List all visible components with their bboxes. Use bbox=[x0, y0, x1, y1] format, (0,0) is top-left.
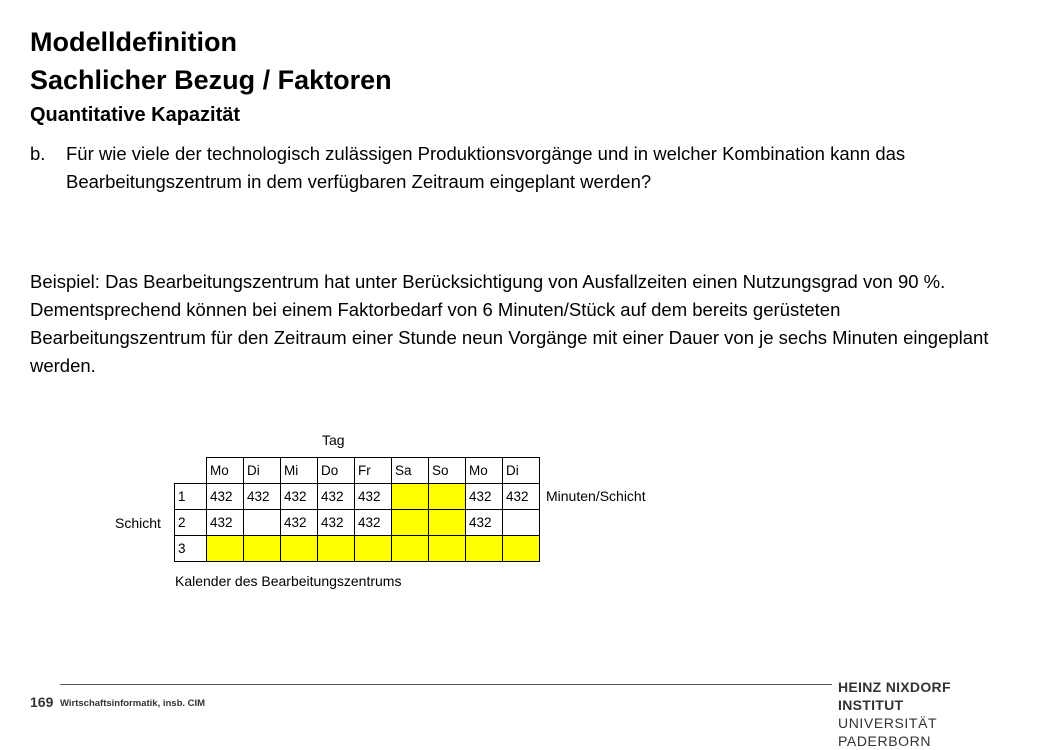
capacity-cell bbox=[503, 510, 540, 536]
capacity-cell: 432 bbox=[207, 510, 244, 536]
capacity-cell: 432 bbox=[318, 484, 355, 510]
capacity-cell bbox=[244, 510, 281, 536]
unavailable-cell bbox=[429, 510, 466, 536]
unavailable-cell bbox=[466, 536, 503, 562]
page-number: 169 bbox=[30, 694, 54, 710]
unavailable-cell bbox=[318, 536, 355, 562]
slide-subtitle: Sachlicher Bezug / Faktoren bbox=[30, 65, 392, 95]
list-item-b bbox=[30, 140, 990, 196]
shift-number: 1 bbox=[175, 484, 207, 510]
section-heading: Quantitative Kapazität bbox=[30, 104, 241, 126]
shift-number: 2 bbox=[175, 510, 207, 536]
capacity-cell: 432 bbox=[355, 484, 392, 510]
day-header: Sa bbox=[392, 458, 429, 484]
unavailable-cell bbox=[429, 536, 466, 562]
unavailable-cell bbox=[355, 536, 392, 562]
calendar-caption: Kalender des Bearbeitungszentrums bbox=[175, 573, 402, 589]
day-header: Di bbox=[244, 458, 281, 484]
table-row bbox=[175, 484, 540, 510]
unit-label: Minuten/Schicht bbox=[546, 488, 646, 504]
capacity-cell: 432 bbox=[318, 510, 355, 536]
example-paragraph: Beispiel: Das Bearbeitungszentrum hat unter Berücksichtigung von Ausfallzeiten einen Nutzungsgrad von 90 %. Dementsprechend können bei einem Faktorbedarf von 6 Minuten/Stück auf dem bereits gerüsteten Bearbeitungszentrum für den Zeitraum einer Stunde neun Vorgänge mit einer Dauer von je sechs Minuten eingeplant werden. bbox=[30, 271, 989, 376]
day-header: Do bbox=[318, 458, 355, 484]
day-header: So bbox=[429, 458, 466, 484]
corner-cell bbox=[175, 458, 207, 484]
slide-title: Modelldefinition bbox=[30, 27, 237, 57]
capacity-cell: 432 bbox=[244, 484, 281, 510]
logo-line-1: HEINZ NIXDORF INSTITUT bbox=[838, 679, 951, 713]
capacity-cell: 432 bbox=[355, 510, 392, 536]
unavailable-cell bbox=[429, 484, 466, 510]
schicht-axis-label: Schicht bbox=[115, 515, 161, 531]
institute-logo bbox=[838, 678, 1018, 750]
unavailable-cell bbox=[392, 536, 429, 562]
unavailable-cell bbox=[392, 484, 429, 510]
unavailable-cell bbox=[244, 536, 281, 562]
list-item-letter: b. bbox=[30, 143, 46, 164]
day-header: Mo bbox=[207, 458, 244, 484]
day-header: Di bbox=[503, 458, 540, 484]
capacity-cell: 432 bbox=[281, 510, 318, 536]
capacity-cell: 432 bbox=[207, 484, 244, 510]
table-row bbox=[175, 536, 540, 562]
capacity-cell: 432 bbox=[281, 484, 318, 510]
day-header: Mo bbox=[466, 458, 503, 484]
unavailable-cell bbox=[503, 536, 540, 562]
logo-line-2: UNIVERSITÄT PADERBORN bbox=[838, 715, 937, 749]
capacity-cell: 432 bbox=[466, 484, 503, 510]
footer-divider bbox=[60, 684, 832, 685]
capacity-cell: 432 bbox=[466, 510, 503, 536]
footer-chair: Wirtschaftsinformatik, insb. CIM bbox=[60, 698, 206, 709]
calendar-header-row bbox=[175, 458, 540, 484]
shift-number: 3 bbox=[175, 536, 207, 562]
unavailable-cell bbox=[281, 536, 318, 562]
day-header: Fr bbox=[355, 458, 392, 484]
tag-axis-label: Tag bbox=[322, 432, 345, 448]
table-row bbox=[175, 510, 540, 536]
day-header: Mi bbox=[281, 458, 318, 484]
capacity-cell: 432 bbox=[503, 484, 540, 510]
unavailable-cell bbox=[207, 536, 244, 562]
list-item-text: Für wie viele der technologisch zulässigen Produktionsvorgänge und in welcher Kombination kann das Bearbeitungszentrum in dem verfügbaren Zeitraum eingeplant werden? bbox=[66, 143, 906, 192]
calendar-table bbox=[174, 457, 540, 562]
unavailable-cell bbox=[392, 510, 429, 536]
